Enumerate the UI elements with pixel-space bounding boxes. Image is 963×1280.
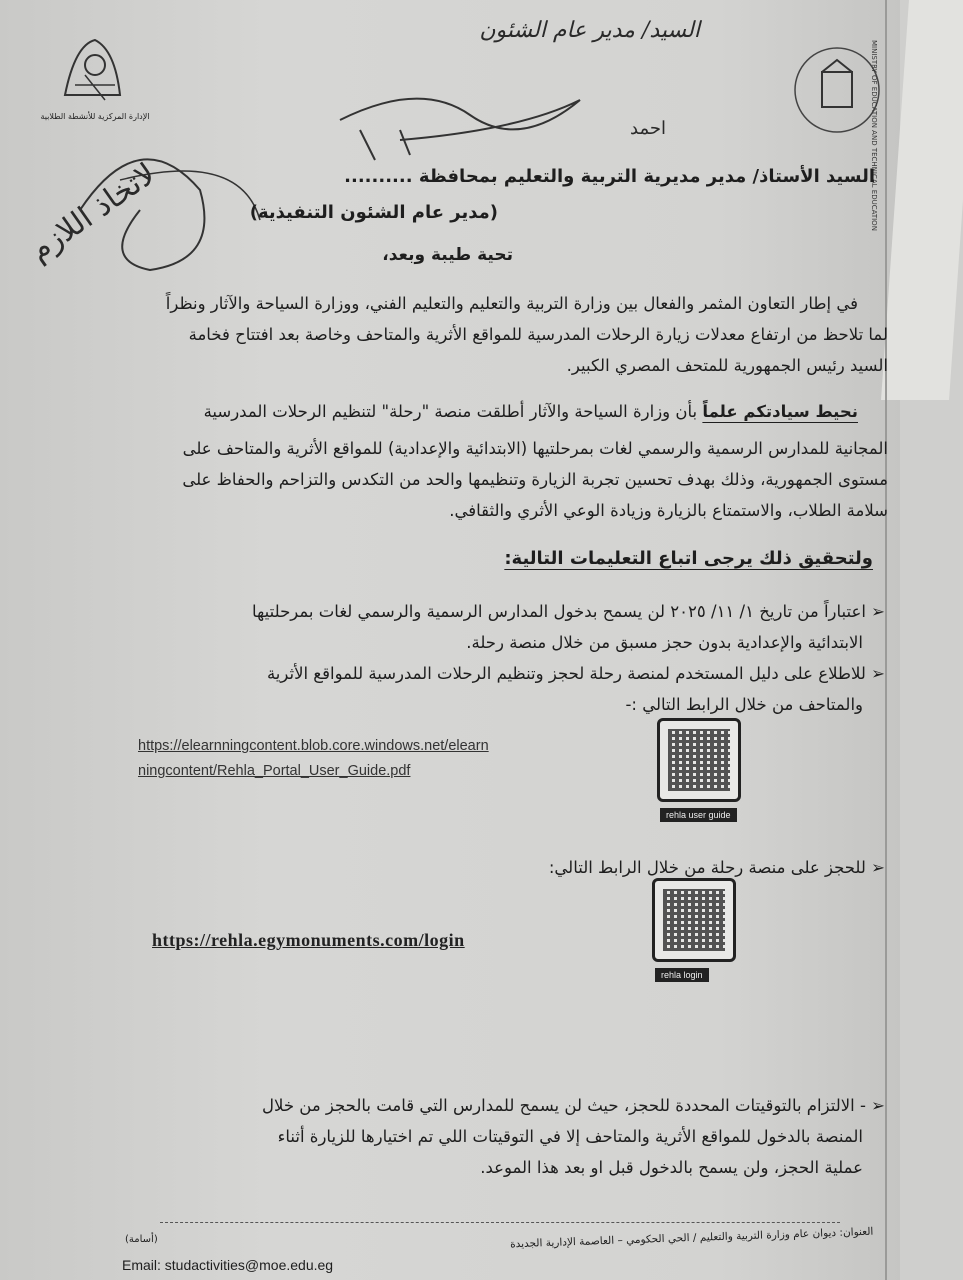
user-guide-link[interactable]: https://elearnningcontent.blob.core.windows.net/elearn ningcontent/Rehla_Portal_User_Guide.pdf — [138, 738, 489, 779]
right-logo-caption: MINISTRY OF EDUCATION AND TECHNICAL EDUCATION — [870, 40, 878, 231]
notice-paragraph — [78, 396, 888, 526]
notice-line: مستوى الجمهورية، وذلك بهدف تحسين تجربة الزيارة وتنظيمها والحد من التكدس والتزاحم والحفاظ على — [182, 470, 888, 489]
bullet-line: للاطلاع على دليل المستخدم لمنصة رحلة لحجز وتنظيم الرحلات المدرسية للمواقع الأثرية — [266, 664, 866, 683]
notice-bold: نحيط سيادتكم علماً — [702, 402, 858, 421]
bullet-line: عملية الحجز، ولن يسمح بالدخول قبل او بعد هذا الموعد. — [480, 1158, 863, 1177]
addressee-title: (مدير عام الشئون التنفيذية) — [249, 202, 498, 223]
bullet-item: ➢ اعتباراً من تاريخ ١/ ١١/ ٢٠٢٥ لن يسمح بدخول المدارس الرسمية والرسمي لغات بمرحلتيها الابتدائية والإعدادية بدون حجز مسبق من خلال منصة رحلة. ➢ للاطلاع على دليل المستخدم لمنصة رحلة لحجز وتنظيم الرحلات المدرسية للمواقع الأثرية والمتاحف من خلال الرابط التالي :- — [85, 596, 885, 720]
addressee: السيد الأستاذ/ مدير مديرية التربية والتعليم بمحافظة .......... — [344, 166, 875, 187]
intro-line: في إطار التعاون المثمر والفعال بين وزارة التربية والتعليم والتعليم الفني، ووزارة السياحة والآثار ونظراً — [165, 294, 858, 313]
user-guide-qr-label: rehla user guide — [660, 808, 737, 822]
notice-line: المجانية للمدارس الرسمية والرسمي لغات بمرحلتيها (الابتدائية والإعدادية) للمواقع الأثرية والمتاحف على — [182, 439, 888, 458]
footer-divider — [160, 1222, 840, 1223]
intro-paragraph — [78, 288, 888, 381]
login-qr-label: rehla login — [655, 968, 709, 982]
user-guide-qr-code — [657, 718, 741, 802]
handwritten-side-note: لاتخاذ اللازم — [23, 156, 163, 269]
greeting: تحية طيبة وبعد، — [382, 245, 513, 265]
bullet-item: ➢ للحجز على منصة رحلة من خلال الرابط التالي: — [548, 858, 885, 877]
footer-address: العنوان: ديوان عام وزارة التربية والتعليم / الحي الحكومي – العاصمة الإدارية الجديدة — [509, 1225, 874, 1251]
instructions-heading: ولتحقيق ذلك يرجى اتباع التعليمات التالية: — [504, 548, 873, 569]
intro-line: لما تلاحظ من ارتفاع معدلات زيارة الرحلات المدرسية للمواقع الأثرية والمتاحف وخاصة بعد افتتاح فخامة — [188, 325, 888, 344]
notice-line: سلامة الطلاب، والاستمتاع بالزيارة وزيادة الوعي الأثري والثقافي. — [449, 501, 888, 520]
bullet-line: - الالتزام بالتوقيتات المحددة للحجز، حيث لن يسمح للمدارس التي قامت بالحجز من خلال — [262, 1096, 866, 1115]
login-link[interactable]: https://rehla.egymonuments.com/login — [152, 930, 465, 950]
intro-line: السيد رئيس الجمهورية للمتحف المصري الكبير. — [566, 356, 888, 375]
bullet-line: والمتاحف من خلال الرابط التالي :- — [625, 695, 863, 714]
left-logo-caption: الإدارة المركزية للأنشطة الطلابية — [40, 112, 150, 121]
bullet-line: للحجز على منصة رحلة من خلال الرابط التالي: — [548, 858, 866, 877]
notice-line: بأن وزارة السياحة والآثار أطلقت منصة "رحلة" لتنظيم الرحلات المدرسية — [203, 402, 698, 421]
bullet-item: ➢ - الالتزام بالتوقيتات المحددة للحجز، حيث لن يسمح للمدارس التي قامت بالحجز من خلال المنصة بالدخول للمواقع الأثرية والمتاحف إلا في التوقيتات اللي تم اختيارها للزيارة أثناء عملية الحجز، ولن يسمح بالدخول قبل او بعد هذا الموعد. — [85, 1090, 885, 1183]
handwritten-top-note: السيد/ مدير عام الشئون — [479, 18, 700, 43]
footer-email: Email: studactivities@moe.edu.eg — [122, 1257, 334, 1273]
page-edge — [885, 0, 887, 1280]
bullet-line: المنصة بالدخول للمواقع الأثرية والمتاحف إلا في التوقيتات اللي تم اختيارها للزيارة أثناء — [277, 1127, 863, 1146]
footer-initials: (أسامة) — [125, 1234, 158, 1245]
bullet-line: اعتباراً من تاريخ ١/ ١١/ ٢٠٢٥ لن يسمح بدخول المدارس الرسمية والرسمي لغات بمرحلتيها — [252, 602, 866, 621]
login-qr-code — [652, 878, 736, 962]
bullet-line: الابتدائية والإعدادية بدون حجز مسبق من خلال منصة رحلة. — [466, 633, 863, 652]
handwritten-name: احمد — [630, 118, 666, 139]
